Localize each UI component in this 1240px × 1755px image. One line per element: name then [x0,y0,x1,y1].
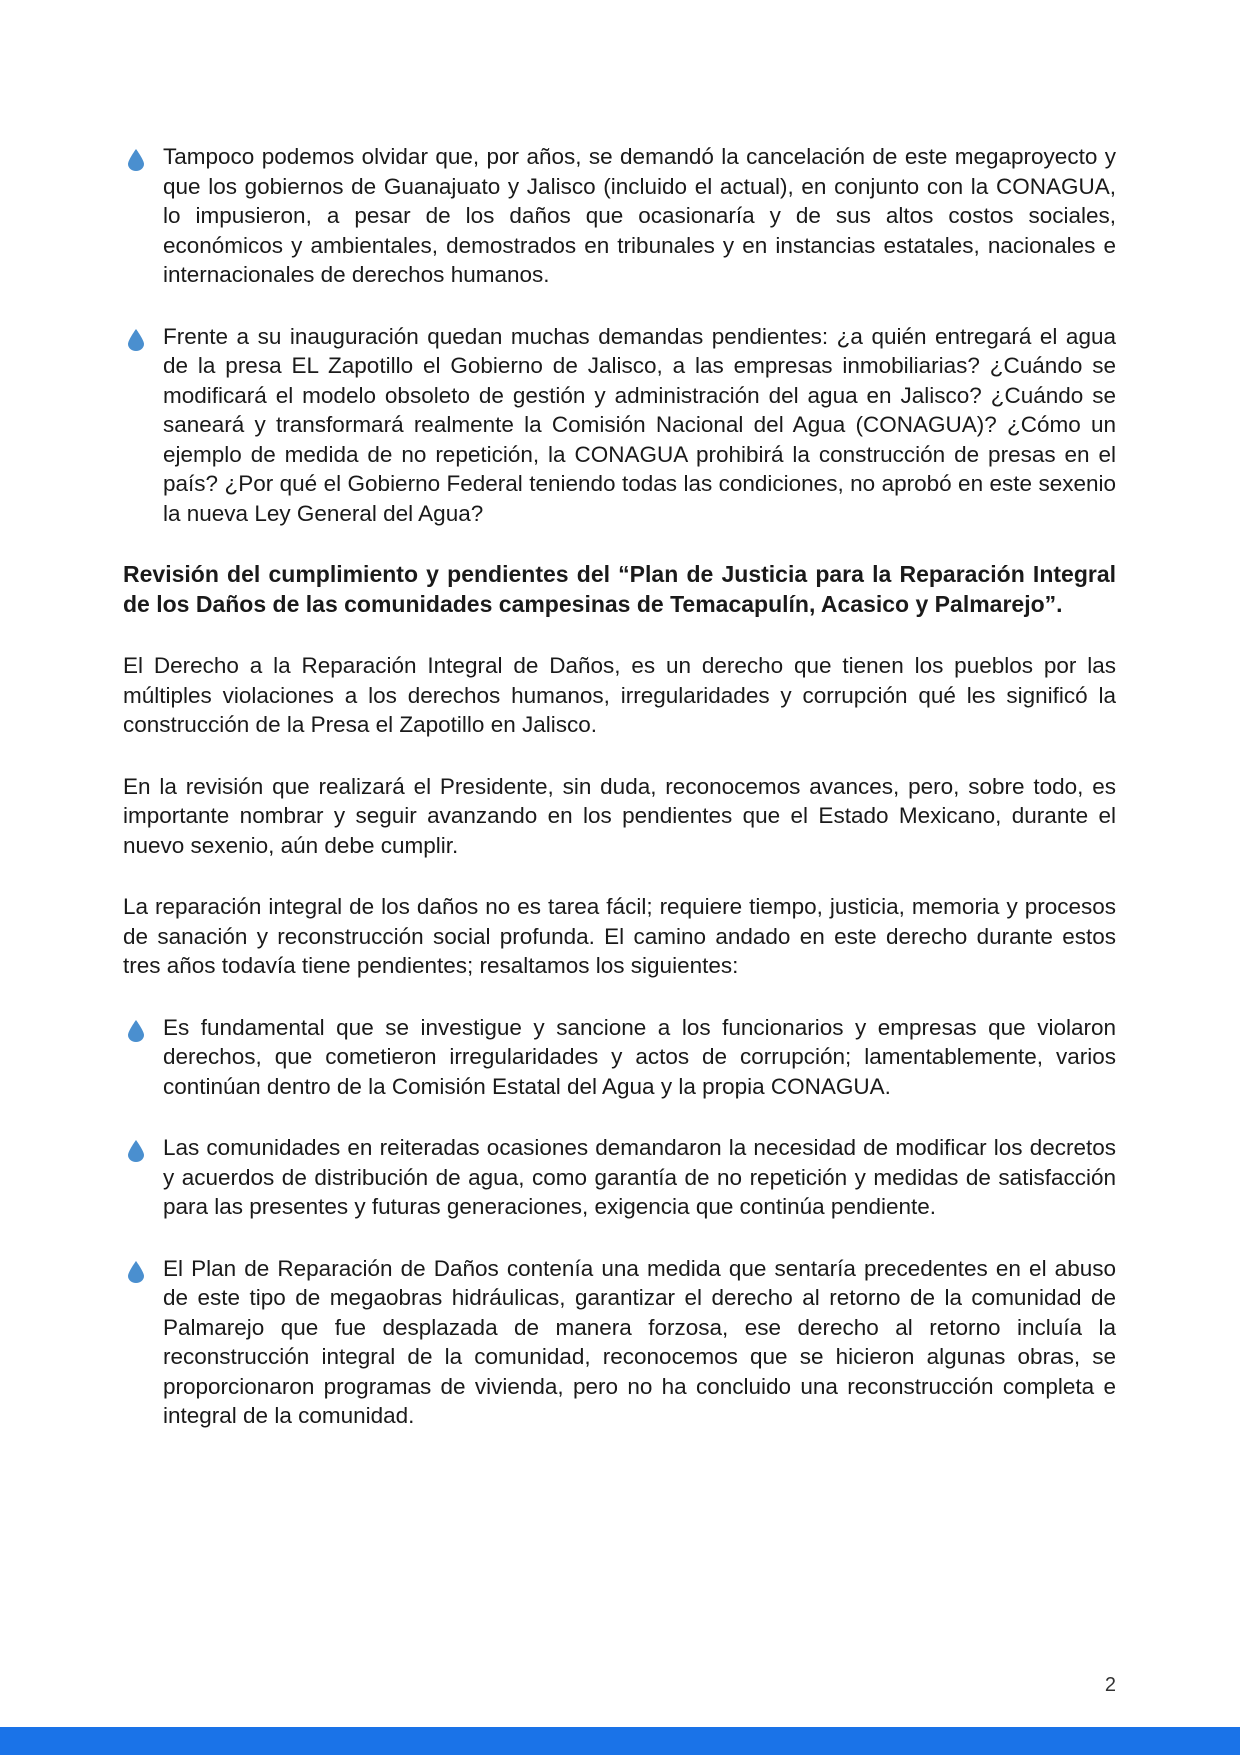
water-drop-icon [128,1261,144,1283]
bullet-text: Las comunidades en reiteradas ocasiones demandaron la necesidad de modificar los decretos y acuerdos de distribución de agua, como garantía de no repetición y medidas de satisfacción para las presentes y futuras generaciones, exigencia que continúa pendiente. [163,1135,1116,1219]
bullet-item [123,1254,1116,1431]
water-drop-icon [128,1020,144,1042]
water-drop-icon [128,149,144,171]
bullet-item [123,142,1116,290]
bullet-item [123,1133,1116,1222]
bullet-text: Es fundamental que se investigue y sancione a los funcionarios y empresas que violaron derechos, que cometieron irregularidades y actos de corrupción; lamentablemente, varios continúan dentro de la Comisión Estatal del Agua y la propia CONAGUA. [163,1014,1116,1099]
water-drop-icon [128,329,144,351]
page-number: 2 [1104,1674,1116,1696]
water-drop-icon [128,1140,144,1162]
paragraph: En la revisión que realizará el Presidente, sin duda, reconocemos avances, pero, sobre todo, es importante nombrar y seguir avanzando en los pendientes que el Estado Mexicano, durante el nuevo sexenio, aún debe cumplir. [123,773,1116,858]
bullet-item [123,1013,1116,1102]
bullet-text: El Plan de Reparación de Daños contenía una medida que sentaría precedentes en el abuso de este tipo de megaobras hidráulicas, garantizar el derecho al retorno de la comunidad de Palmarejo que fue desplazada de manera forzosa, ese derecho al retorno incluía la reconstrucción integral de la comunidad, reconocemos que se hicieron algunas obras, se proporcionaron programas de vivienda, pero no ha concluido una reconstrucción completa e integral de la comunidad. [163,1255,1116,1428]
paragraph: La reparación integral de los daños no es tarea fácil; requiere tiempo, justicia, memoria y procesos de sanación y reconstrucción social profunda. El camino andado en este derecho durante estos tres años todavía tiene pendientes; resaltamos los siguientes: [123,894,1116,978]
paragraph: El Derecho a la Reparación Integral de Daños, es un derecho que tienen los pueblos por las múltiples violaciones a los derechos humanos, irregularidades y corrupción qué les significó la construcción de la Presa el Zapotillo en Jalisco. [123,653,1116,737]
bullet-text: Tampoco podemos olvidar que, por años, se demandó la cancelación de este megaproyecto y que los gobiernos de Guanajuato y Jalisco (incluido el actual), en conjunto con la CONAGUA, lo impusieron, a pesar de los daños que ocasionaría y de sus altos costos sociales, económicos y ambientales, demostrados en tribunales y en instancias estatales, nacionales e internacionales de derechos humanos. [163,144,1116,287]
footer-bar [0,1727,1240,1755]
bullet-item [123,322,1116,529]
document-body [123,142,1116,1463]
bullet-text: Frente a su inauguración quedan muchas demandas pendientes: ¿a quién entregará el agua de la presa EL Zapotillo el Gobierno de Jalisco, a las empresas inmobiliarias? ¿Cuándo se modificará el modelo obsoleto de gestión y administración del agua en Jalisco? ¿Cuándo se saneará y transformará realmente la Comisión Nacional del Agua (CONAGUA)? ¿Cómo un ejemplo de medida de no repetición, la CONAGUA prohibirá la construcción de presas en el país? ¿Por qué el Gobierno Federal teniendo todas las condiciones, no aprobó en este sexenio la nueva Ley General del Agua? [163,323,1116,526]
section-heading: Revisión del cumplimiento y pendientes del “Plan de Justicia para la Reparación Integral de los Daños de las comunidades campesinas de Temacapulín, Acasico y Palmarejo”. [123,561,1116,617]
